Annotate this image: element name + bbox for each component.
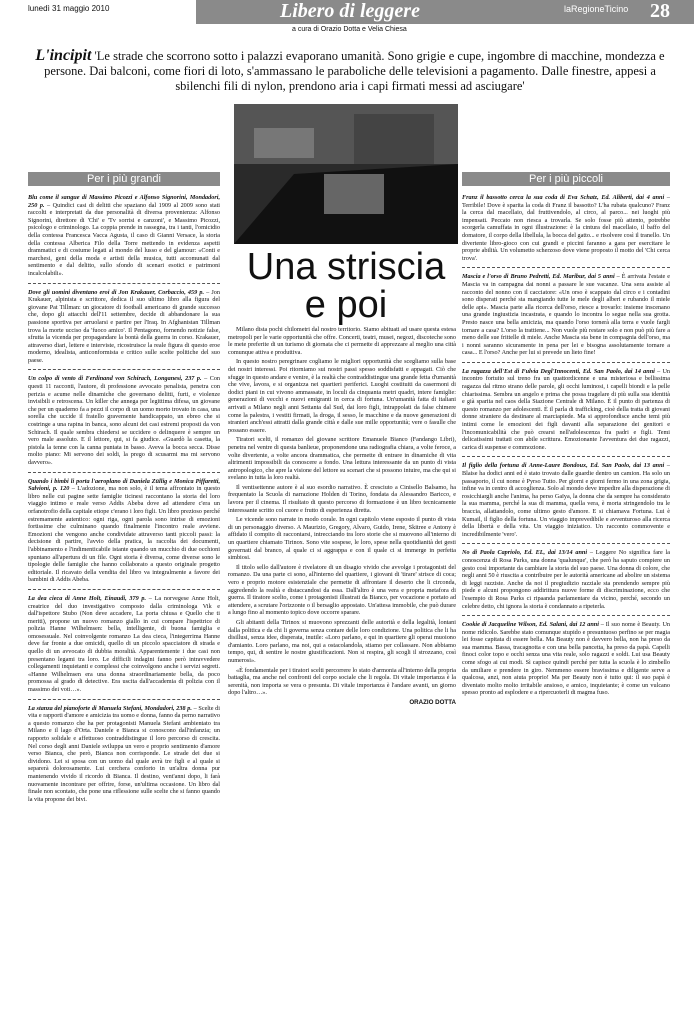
left-section-heading: Per i più grandi	[28, 172, 220, 186]
article-title: Una striscia e poi	[246, 246, 446, 326]
divider	[462, 456, 670, 457]
divider	[28, 699, 220, 700]
book-review-title: No di Paola Capriolo, Ed. EL, dai 13/14 anni	[462, 549, 588, 557]
divider	[462, 543, 670, 544]
divider	[28, 283, 220, 284]
header-subtitle: a cura di Orazio Dotta e Velia Chiesa	[292, 26, 407, 33]
article-paragraph: «È fondamentale per i tiratori scelti percorrere lo stato d'armonia all'interno della propria battaglia, ma anche nel confronti del corpo sociale che li regola. Di vitale importanza è la serenità, non importa se vera o presunta. Di vitale importanza è l'andare avanti, un giorno dopo l'altro…».	[228, 666, 456, 697]
divider	[462, 362, 670, 363]
book-review-text: – Blaise ha dodici anni ed è stato trovato dalle guardie dentro un camion. Ha solo un passaporto, il cui nome è Pyrso Tutto. Per giorni e giorni fermo in una zona grigia, infine va in centro di accoglienza. Solo al mondo deve impedire alla disperazione di rosicchiargli anche l'anima, ha perso Gaïya, la donna che da sempre ha considerato la sua mamma, perché la sua di mamma, quella vera, è morta stringendolo tra le braccia, allattandolo, come ultimo gesto d'amore. E si chiamava Fortuna. Lui è Kumail, il figlio della fortuna. Un viaggio imprevedibile e avventuroso alla ricerca della libertà e della vita. Un viaggio iniziatico. Un racconto commovente e incredibilmente 'vero'.	[462, 462, 670, 538]
book-review-text: – Il suo nome è Beauty. Un nome ridicolo. Sarebbe stato comunque stupido e presuntuoso perfino se per magia lei fosse capitata di essere bella. Ma Beauty non è davvero bella, non ha preso da sua mamma. Bassa, tracagnotta e con una bella pancetta, ha preso da papà. Capelli finoci color topo e occhi senza una vita reale, solo ragazzi e soldi. Lui usa Beauty come sfogo ai cui modi. Sì capisce quindi perché per tutta la scuola è lo zimbello da umiliare e prendere in giro. Nemmeno essere bravissima e diligente serve a qualcosa, anzi, non aiuta proprio! Ma per Beauty non è tutto qui: il suo papà è diventato molto molto irritabile ansioso, e amico, inquietante; è come un vulcano spesso pronto ad esplodere e a ripercuoterli di magma fuso.	[462, 621, 670, 697]
book-review-text: – Quindici casi di delitti che spaziano dal 1909 al 2009 sono stati raccolti e interpretati da due personalità di diversa provenienza: Alfonso Signorini, direttore di 'Chi' e 'Tv sorrisi e canzoni', e Massimo Picozzi, psicologo e criminologo. La coppia prende in rassegna, tra i tanti, l'omicidio della contessa Francesca Vacca Agusta, il caso di Gianni Versace, la storia della contessa Alberica Filo della Torre mettendo in evidenza aspetti drammatici e di costume legati al mondo del lusso e del glamour: «Conti e marchesi, geni della moda e artisti della musica, tutti accomunati dal sentimento e dal delitto, sullo sfondo di scenari esotici e patrimoni incalcolabili».	[28, 201, 220, 277]
book-review	[462, 194, 670, 262]
article-paragraph: Milano dista pochi chilometri dal nostro territorio. Siamo abituati ad usare questa estesa metropoli per le varie opportunità che offre. Concerti, teatri, musei, negozi, discoteche sono le mete preferite di un turismo di giornata che ci permette di apprezzare al meglio una città comunque attiva e produttiva.	[228, 326, 456, 356]
divider	[28, 589, 220, 590]
article-photo	[234, 104, 458, 244]
article-paragraph: In questo nostro peregrinare cogliamo le migliori opportunità che scegliamo sulla base dei nostri interessi. Poi ritorniamo sui nostri passi spesso soddisfatti e appagati. Ciò che sfugge in questo andare e venire, è la realtà che contraddistingue una grande fetta d'umanità che vive, lavora, e si organizza nei quartieri periferici. Luoghi costituiti da casermoni di dodici piani in cui vivono ammassate, in loculi da cinquanta metri quadri, intere famiglie: generazioni di vecchi e nuovi emigranti in cerca di fortuna. Un'umanità fatta di italiani arrivati a Milano negli anni Settanta dal Sud, dai loro figli, intrappolati da false chimere come la palestra, i vestiti firmati, la droga, il sesso, le macchine e da nuove generazioni di stranieri anch'essi attratti dalla grande città e dalle sue mille opportunità; vere o fasulle che possano essere.	[228, 358, 456, 434]
book-review-title: Mascia e l'orso di Bruno Pedretti, Ed. Maribur, dai 5 anni	[462, 273, 615, 281]
book-review	[462, 462, 670, 538]
book-review-title: Quando i bimbi li porta l'aeroplano di Daniela Züllig e Monica Piffaretti, Salvioni, p. 120	[28, 477, 220, 493]
page-header	[0, 0, 694, 36]
right-column	[462, 194, 670, 1016]
photo-illustration	[234, 104, 458, 244]
incipit-quote	[30, 48, 670, 94]
book-review-title: La ragazza dell'Est di Fulvia Degl'Innocenti, Ed. San Paolo, dai 14 anni	[462, 367, 655, 375]
book-review-text: – Con questi 11 racconti, l'autore, di professione avvocato penalista, penetra con perizia e acume nelle dinamiche che governano delitti, furti, e violenze invisibili e retroscena. Un killer che annega per legittima difesa, un giovane che per un quaderno fa a pezzi il corpo di un uomo morto trovato in casa, una sorella che uccide il fratello gravemente handicappato, un ebreo che si costringe a una rapina in banca, sono alcuni dei casi estremi proposti da von Schirach. Il quale sembra chiedersi se uccidere o delinquere è sempre un vero male assoluto. E il lettore, qui, si fa giudice. «Guardò la casetta, la pistola la tenne con la canna puntata in basso. Aveva la bocca secca. Disse molto piano: Mi servono dei soldi, la prego di scusarmi ma mi servono davvero».	[28, 375, 220, 466]
book-review-title: La dea cieca di Anne Holt, Einaudi, 379 p.	[28, 594, 147, 602]
article-paragraph: Le vicende sono narrate in modo corale. In ogni capitolo viene esposto il punto di vista di un personaggio diverso. A Maurizio, Gregory, Alvaro, Guido, Irene, Skitree e Antony è affidato il compito di raccontarsi, intrecciando tra loro storie che si muovono all'interno di un quartiere chiamato Tirinox. Sono vite sospese, le loro, spese nella quotidianità dei gesti governati dal branco, al quale ci si aggrappa e con il quale ci si immerge in perfetta simbiosi.	[228, 516, 456, 562]
article-body	[228, 326, 456, 1016]
book-review	[462, 621, 670, 697]
book-review-text: – Leggere No significa fare la conoscenza di Rosa Parks, una donna 'qualunque', che però ha saputo compiere un gesto così importante da cambiare la storia del suo paese. Una donna di colore, che negli anni 50 è riuscita a contribuire per le autorità americane ad abolire un sistema di leggi razziste. Anche da noi il pregiudizio razziale sta prendendo sempre più piede e alcuni propongono addirittura nuove forme di discriminazione, ecco che l'esempio di Rosa Parks ci ripaanda parlamentare da vicino, perché, secondo un celebre detto, chi ignora la storia è condannato a ripeterla.	[462, 549, 670, 610]
book-review-text: – L'adozione, ma non solo, è il tema affrontato in questo libro nelle cui pagine sette famiglie ticinesi raccontano la storia del loro viaggio intimo e reale verso Addis Abeba dove ad attendere c'era un orfanotrofio della capitale etiope c'erano i loro figli. Un libro prezioso perché estremamente autentico: ogni riga, ogni parola sono intrise di emozioni fortissime che culminano quando finalmente l'incontro reale avviene. Emozioni che vengono anche condividate attraverso tanti piccoli passi: la decisione di partire, l'avvio della pratica, la raccolta dei documenti, l'abbinamento e l'indimenticabile istante quando un mucchio di due occhioni spuntano all'apertura di un file. Ogni storia è diversa, come diverse sono le tipologie delle famiglie che hanno collaborato a questo originale progetto editoriale. Il ricavato della vendita del libro va integralmente a favore dei bambini di Addis Abeba.	[28, 485, 220, 584]
article-paragraph: Il titolo sello dall'autore è rivelatore di un disagio vivido che avvolge i protagonisti del romanzo. Da una parte ci sono, all'interno del quartiere, i giovani di 'tirare' strisce di coca; vero e proprio motore esistenziale che permette di affrontare il deserto che li circonda, aggredendo la realtà e distaccandosi da essa. Dall'altro è una vera e propria metafora di guerra. Il tiratore scelto, come i protagonisti illustrati da Bianco, per vocazione e portato ad attendere, a scrutare l'orizzonte o il bersaglio appostato. Un'attesa immobile, che può durare a lungo fino al momento topico dove occorre sparare.	[228, 563, 456, 617]
author-signature: ORAZIO DOTTA	[409, 698, 456, 706]
book-review	[462, 549, 670, 610]
divider	[462, 615, 670, 616]
book-review-text: – La norvegese Anne Holt, creatrice del duo investigativo composto dalla criminologa Vik e dall'ispettore Stubo (Non deve accadere, La porta chiusa e Quello che ti meriti), propone un nuovo romanzo giallo in cui compare l'ispettrice di polizia Hanne Wilhelmsen: bella, intelligente, di buona famiglia e omosessuale. Nel coinvolgente romanzo La dea cieca, l'integerrima Hanne deve far fronte a due omicidi, quello di un piccolo spacciatore di strada e quello di un avvocato di dubbia moralità. Apparentemente i due casi non presentano legami tra loro. Le difficili indagini fanno però intravvedere collegamenti inquietanti e complessi che coinvolgono anche i servizi segreti. «Hanne Wilhelmsen era una donna straordinariamente bella, da poco promossa al grado di detective. Era uscita dall'accademia di polizia con il massimo dei voti…».	[28, 594, 220, 694]
book-review-title: Dove gli uomini diventano eroi di Jon Krakauer, Corbaccio, 459 p.	[28, 288, 204, 296]
book-review	[28, 595, 220, 694]
book-review	[28, 194, 220, 278]
book-review-title: Blu come il sangue di Massimo Picozzi e Alfonso Signorini, Mondadori, 250 p.	[28, 194, 220, 209]
left-column	[28, 194, 220, 1016]
book-review-text: – Un incontro fortuito sul treno fra un quattordicenne e una misteriosa e bellissima ragazza dal ritmo strano delle parole, gli occhi luminosi, i capelli biondi e la pelle chiarissima. Sembra un angelo e prima che possa tragelare di più sulla sua identità e già sparita nel caos della Stazione Centrale di Milano. È il punto di partenza di questo romanzo per adolescenti. È il parla di trafficking, cioè della tratta di giovani donne straniere da destinare al marciapiede. Ma si approfondisce anche temi più intimi come le emozioni dei figli davanti alla separazione dei genitori e l'incomunicabilità che può crearsi nell'adolescenza fra padri e figli. Temi delicatissimi trattati con abile scrittura. Emozionante l'avventura dei due ragazzi, carica di suspense e commozione.	[462, 367, 670, 451]
book-review-text: – Terribile! Dove è sparita la coda di Franz il bassotto? L'ha rubata qualcuno? Franz la cerca dal macellaio, dal fruttivendolo, al circo, al parco... nei luoghi più impensati. Peccato non riesca a trovarla. Se solo fosse più attento, potrebbe scorgerla camuffata in ogni illustrazione: è la cintura del macellaio, il baffo del domatore, il corpo della libellula, la bocca del gatto... e risolvere così il tranello. Un divertente libro-gioco con cui grandi e piccini faranno a gara per esercitare le proprie abilità. Un volumetto scherzoso dove viene proposto il motto del 'Chi cerca trova'.	[462, 194, 670, 262]
book-review-text: – È arrivata l'estate e Mascia va in campagna dai nonni a passare le sue vacanze. Una sera assiste al racconto del nonno con il cacciatore: «Un orso è scappato dal circo e i contadini sono disperati perché sta mangiando tutte le mele degli alberi e rubando il miele delle api». Mascia parte alla ricerca dell'orso, riesce a trovarlo: insieme inscenano una grande ingiustizia incastrata, e quando lo incontra lo segue nella sua grotta. Presto nasce una bella amicizia, ma quando l'orso tornerà alla terra e vuole fargli tornare a casa? L'orso la trattiene... Non vuole più restare solo e non può più fare a meno delle sue frittelle di miele. Anche Mascia sta bene in compagnia dell'orso, ma i nonni saranno sicuramente in pena per lei e bisogna assolutamente tornare a casa... E l'orso? Anche per lui si prevede un lieto fine!	[462, 273, 670, 357]
book-review-title: La stanza del pianoforte di Manuela Stefani, Mondadori, 238 p.	[28, 704, 192, 712]
divider	[28, 472, 220, 473]
divider	[28, 369, 220, 370]
book-review-text: – Jon Krakauer, alpinista e scrittore, dedica il suo ultimo libro alla figura del giovane Pat Tillman: un giocatore di football americano di grande successo che, dopo gli attacchi dell'11 settembre, decide di abbandonare la sua passione sportiva per arruolarsi e partire per l'Iraq. In Afghanistan Tillman trova la morte ucciso da 'fuoco amico'. Il Pentagono, fornendo notizie false, sfrutta la vicenda per propagandare la bontà della guerra in corso. Krakauer, attraverso diari, lettere e interviste, ricostruisce la reale figura di questo eroe moderno, idealista, anticonformista e critico sulle scelte politiche del suo paese.	[28, 288, 220, 364]
book-review	[28, 478, 220, 584]
divider	[462, 267, 670, 268]
article-paragraph: Gli abitanti della Tirinox si muovono sprezzanti delle autorità e della legalità, lontani dalla politica e da chi li governa senza contare delle loro condizione. Una politica che li ha disillusi, senza idee, disperata, inutile: «Loro parlano, e qui in quartiere gli operai muoiono d'amianto. Loro parlano, ma noi, qui a ostacolandola, stiamo per collassare. Non abbiamo tempo, qui, di sentire le nostre giustificazioni. Non si respira, gli scogli il strozzano, così numerosi».	[228, 618, 456, 664]
newspaper-name: laRegioneTicino	[564, 4, 629, 14]
right-section-heading: Per i più piccoli	[462, 172, 670, 186]
book-review	[462, 273, 670, 357]
article-paragraph: Il ventisettenne autore è al suo esordio narrativo. È cresciuto a Cinisello Balsamo, ha frequentato la Scuola di narrazione Holden di Torino, fondata da Alessandro Baricco, e lavora per il cinema. Il risultato di questo percorso di formazione è un libro tecnicamente interessante scritto col cuore e frutto di esperienza diretta.	[228, 483, 456, 514]
page-number: 28	[650, 0, 670, 22]
header-date: lunedì 31 maggio 2010	[28, 4, 110, 13]
article-paragraph: Tiratori scelti, il romanzo del giovane scrittore Emanuele Bianco (Fandango Libri), penetra nel ventre di questa banlieue, proponendone una radiografia chiara, a volte feroce, a volte divertente, a volte ancora drammatica, che permette di entrare in dinamiche di vita altrimenti impossibili da conoscere a fondo. Una lettura interessante da un punto di vista antropologico, che apre la visione del lettore su scenari che si possono intuire, ma che qui si svelano in tutta la loro realtà.	[228, 436, 456, 482]
book-review-title: Franz il bassotto cerca la sua coda di Eva Schatz, Ed. Aliberti, dai 4 anni	[462, 194, 665, 201]
book-review	[28, 289, 220, 365]
book-review-title: Cookie di Jacqueline Wilson, Ed. Salani, dai 12 anni	[462, 621, 599, 629]
book-review-title: Il figlio della fortuna di Anne-Laure Bondoux, Ed. San Paolo, dai 13 anni	[462, 462, 665, 470]
incipit-label: L'incipit	[35, 47, 92, 64]
book-review-title: Un colpo di vento di Ferdinand von Schirach, Longanesi, 237 p.	[28, 375, 202, 383]
book-review	[462, 368, 670, 452]
incipit-text: 'Le strade che scorrono sotto i palazzi evaporano umanità. Sono grigie e cupe, ingombre di macchine, mondezza e persone. Dai balconi, come fiori di loto, s'ammassano le paraboliche delle televisioni a pagamento. Dalle finestre, appesi a sbilenchi fili di nylon, prendono aria i capi firmati messi ad asciugare'	[44, 49, 665, 93]
book-review-text: – Scelte di vita e rapporti d'amore e amicizia tra uomo e donna, fanno da perno narrativo a questo romanzo che ha per protagonisti Manuela Stefani ambientato tra Milano e il lago d'Orta. Daniele e Bianca si conoscono dall'infanzia; un rapporto solidale e affettuoso contraddistingue il loro percorso di crescita. Nel corso degli anni Daniele sviluppa un vero e proprio sentimento d'amore verso Bianca, che però, Bianca non corrisponde. Le strade dei due si dividono. Lei si sposa con un uomo dal quale avrà tre figli e al quale si separerà dolorosamente. Lui cerchera conforto in un'altra donna pur mantenendo vivido il ricordo di Bianca. Il destino, vent'anni dopo, li farà nuovamente incontrare per offrire, forse, un'ultima occasione. Un libro dal finale non scontato, che pone una riflessione sulle scelte che si fanno quando la vita propone dei bivi.	[28, 704, 220, 803]
section-title: Libero di leggere	[280, 0, 420, 22]
book-review	[28, 705, 220, 804]
book-review	[28, 375, 220, 466]
